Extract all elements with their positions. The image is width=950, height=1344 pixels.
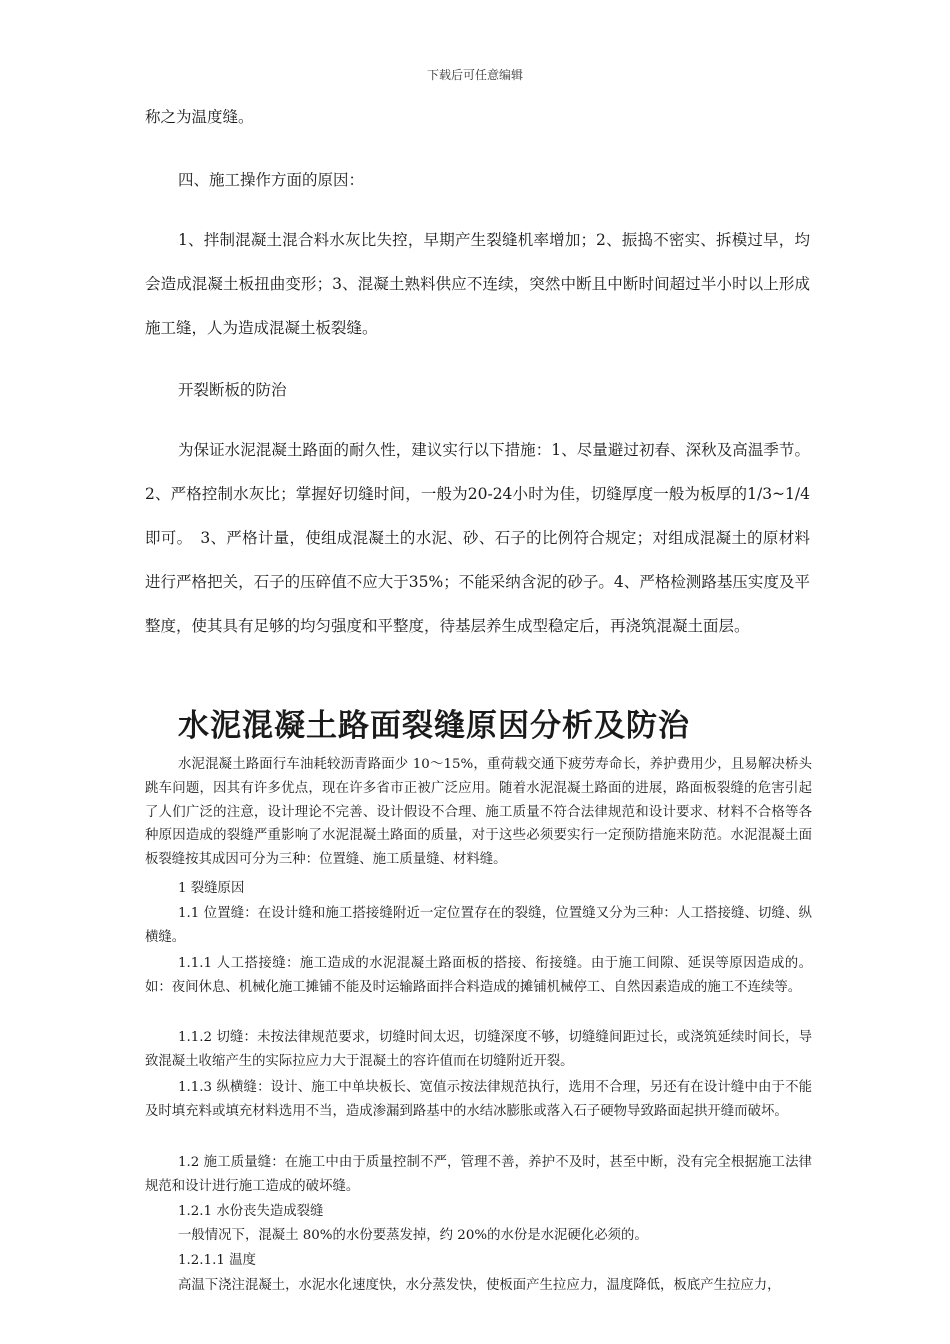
- paragraph-water: 一般情况下，混凝土 80%的水份要蒸发掉，约 20%的水份是水泥硬化必须的。: [178, 1228, 648, 1243]
- document-title: 水泥混凝土路面裂缝原因分析及防治: [178, 708, 690, 744]
- paragraph-top-1: 称之为温度缝。: [145, 108, 254, 126]
- paragraph-temperature: 高温下浇注混凝土，水泥水化速度快，水分蒸发快，使板面产生拉应力，温度降低，板底产生拉应力，: [178, 1278, 781, 1293]
- section-1-1-2: 1.1.2 切缝：未按法律规范要求，切缝时间太迟，切缝深度不够，切缝缝间距过长，或浇筑延续时间长，导致混凝土收缩产生的实际拉应力大于混凝土的容许值而在切缝附近开裂。: [145, 1030, 812, 1069]
- section-1-2: 1.2 施工质量缝：在施工中由于质量控制不严，管理不善，养护不及时，甚至中断，没有完全根据施工法律规范和设计进行施工造成的破坏缝。: [145, 1155, 812, 1194]
- paragraph-top-2: 四、施工操作方面的原因：: [178, 171, 365, 189]
- paragraph-top-4: 开裂断板的防治: [178, 381, 287, 399]
- section-1-2-1: 1.2.1 水份丧失造成裂缝: [178, 1204, 324, 1219]
- section-1-2-1-1: 1.2.1.1 温度: [178, 1253, 256, 1268]
- paragraph-top-5: 为保证水泥混凝土路面的耐久性，建议实行以下措施：1、尽量避过初春、深秋及高温季节。2、严格控制水灰比；掌握好切缝时间，一般为20-24小时为佳，切缝厚度一般为板厚的1/3~1/4即可。 3、严格计量，使组成混凝土的水泥、砂、石子的比例符合规定；对组成混凝土的原材料进行严格把关，石子的压碎值不应大于35%；不能采纳含泥的砂子。4、严格检测路基压实度及平整度，使其具有足够的均匀强度和平整度，待基层养生成型稳定后，再浇筑混凝土面层。: [145, 441, 810, 635]
- paragraph-top-3: 1、拌制混凝土混合料水灰比失控，早期产生裂缝机率增加；2、振捣不密实、拆模过早，均会造成混凝土板扭曲变形；3、混凝土熟料供应不连续，突然中断且中断时间超过半小时以上形成施工缝，人为造成混凝土板裂缝。: [145, 231, 810, 337]
- body-paragraph-intro: 水泥混凝土路面行车油耗较沥青路面少 10～15%，重荷载交通下疲劳寿命长，养护费用少，且易解决桥头跳车问题，因其有许多优点，现在许多省市正被广泛应用。随着水泥混凝土路面的进展，路面板裂缝的危害引起了人们广泛的注意，设计理论不完善、设计假设不合理、施工质量不符合法律规范和设计要求、材料不合格等各种原因造成的裂缝严重影响了水泥混凝土路面的质量，对于这些必须要实行一定预防措施来防范。水泥混凝土面板裂缝按其成因可分为三种：位置缝、施工质量缝、材料缝。: [145, 757, 812, 868]
- section-1-1-3: 1.1.3 纵横缝：设计、施工中单块板长、宽值示按法律规范执行，选用不合理，另还有在设计缝中由于不能及时填充料或填充材料选用不当，造成渗漏到路基中的水结冰膨胀或落入石子硬物导致路面起拱开缝而破坏。: [145, 1080, 812, 1119]
- heading-1: 1 裂缝原因: [178, 881, 245, 896]
- section-1-1-1: 1.1.1 人工搭接缝：施工造成的水泥混凝土路面板的搭接、衔接缝。由于施工间隙、延误等原因造成的。如：夜间休息、机械化施工摊铺不能及时运输路面拌合料造成的摊铺机械停工、自然因素造成的施工不连续等。: [145, 956, 812, 995]
- page-header: 下载后可任意编辑: [426, 68, 523, 82]
- section-1-1: 1.1 位置缝：在设计缝和施工搭接缝附近一定位置存在的裂缝，位置缝又分为三种：人工搭接缝、切缝、纵横缝。: [145, 906, 812, 945]
